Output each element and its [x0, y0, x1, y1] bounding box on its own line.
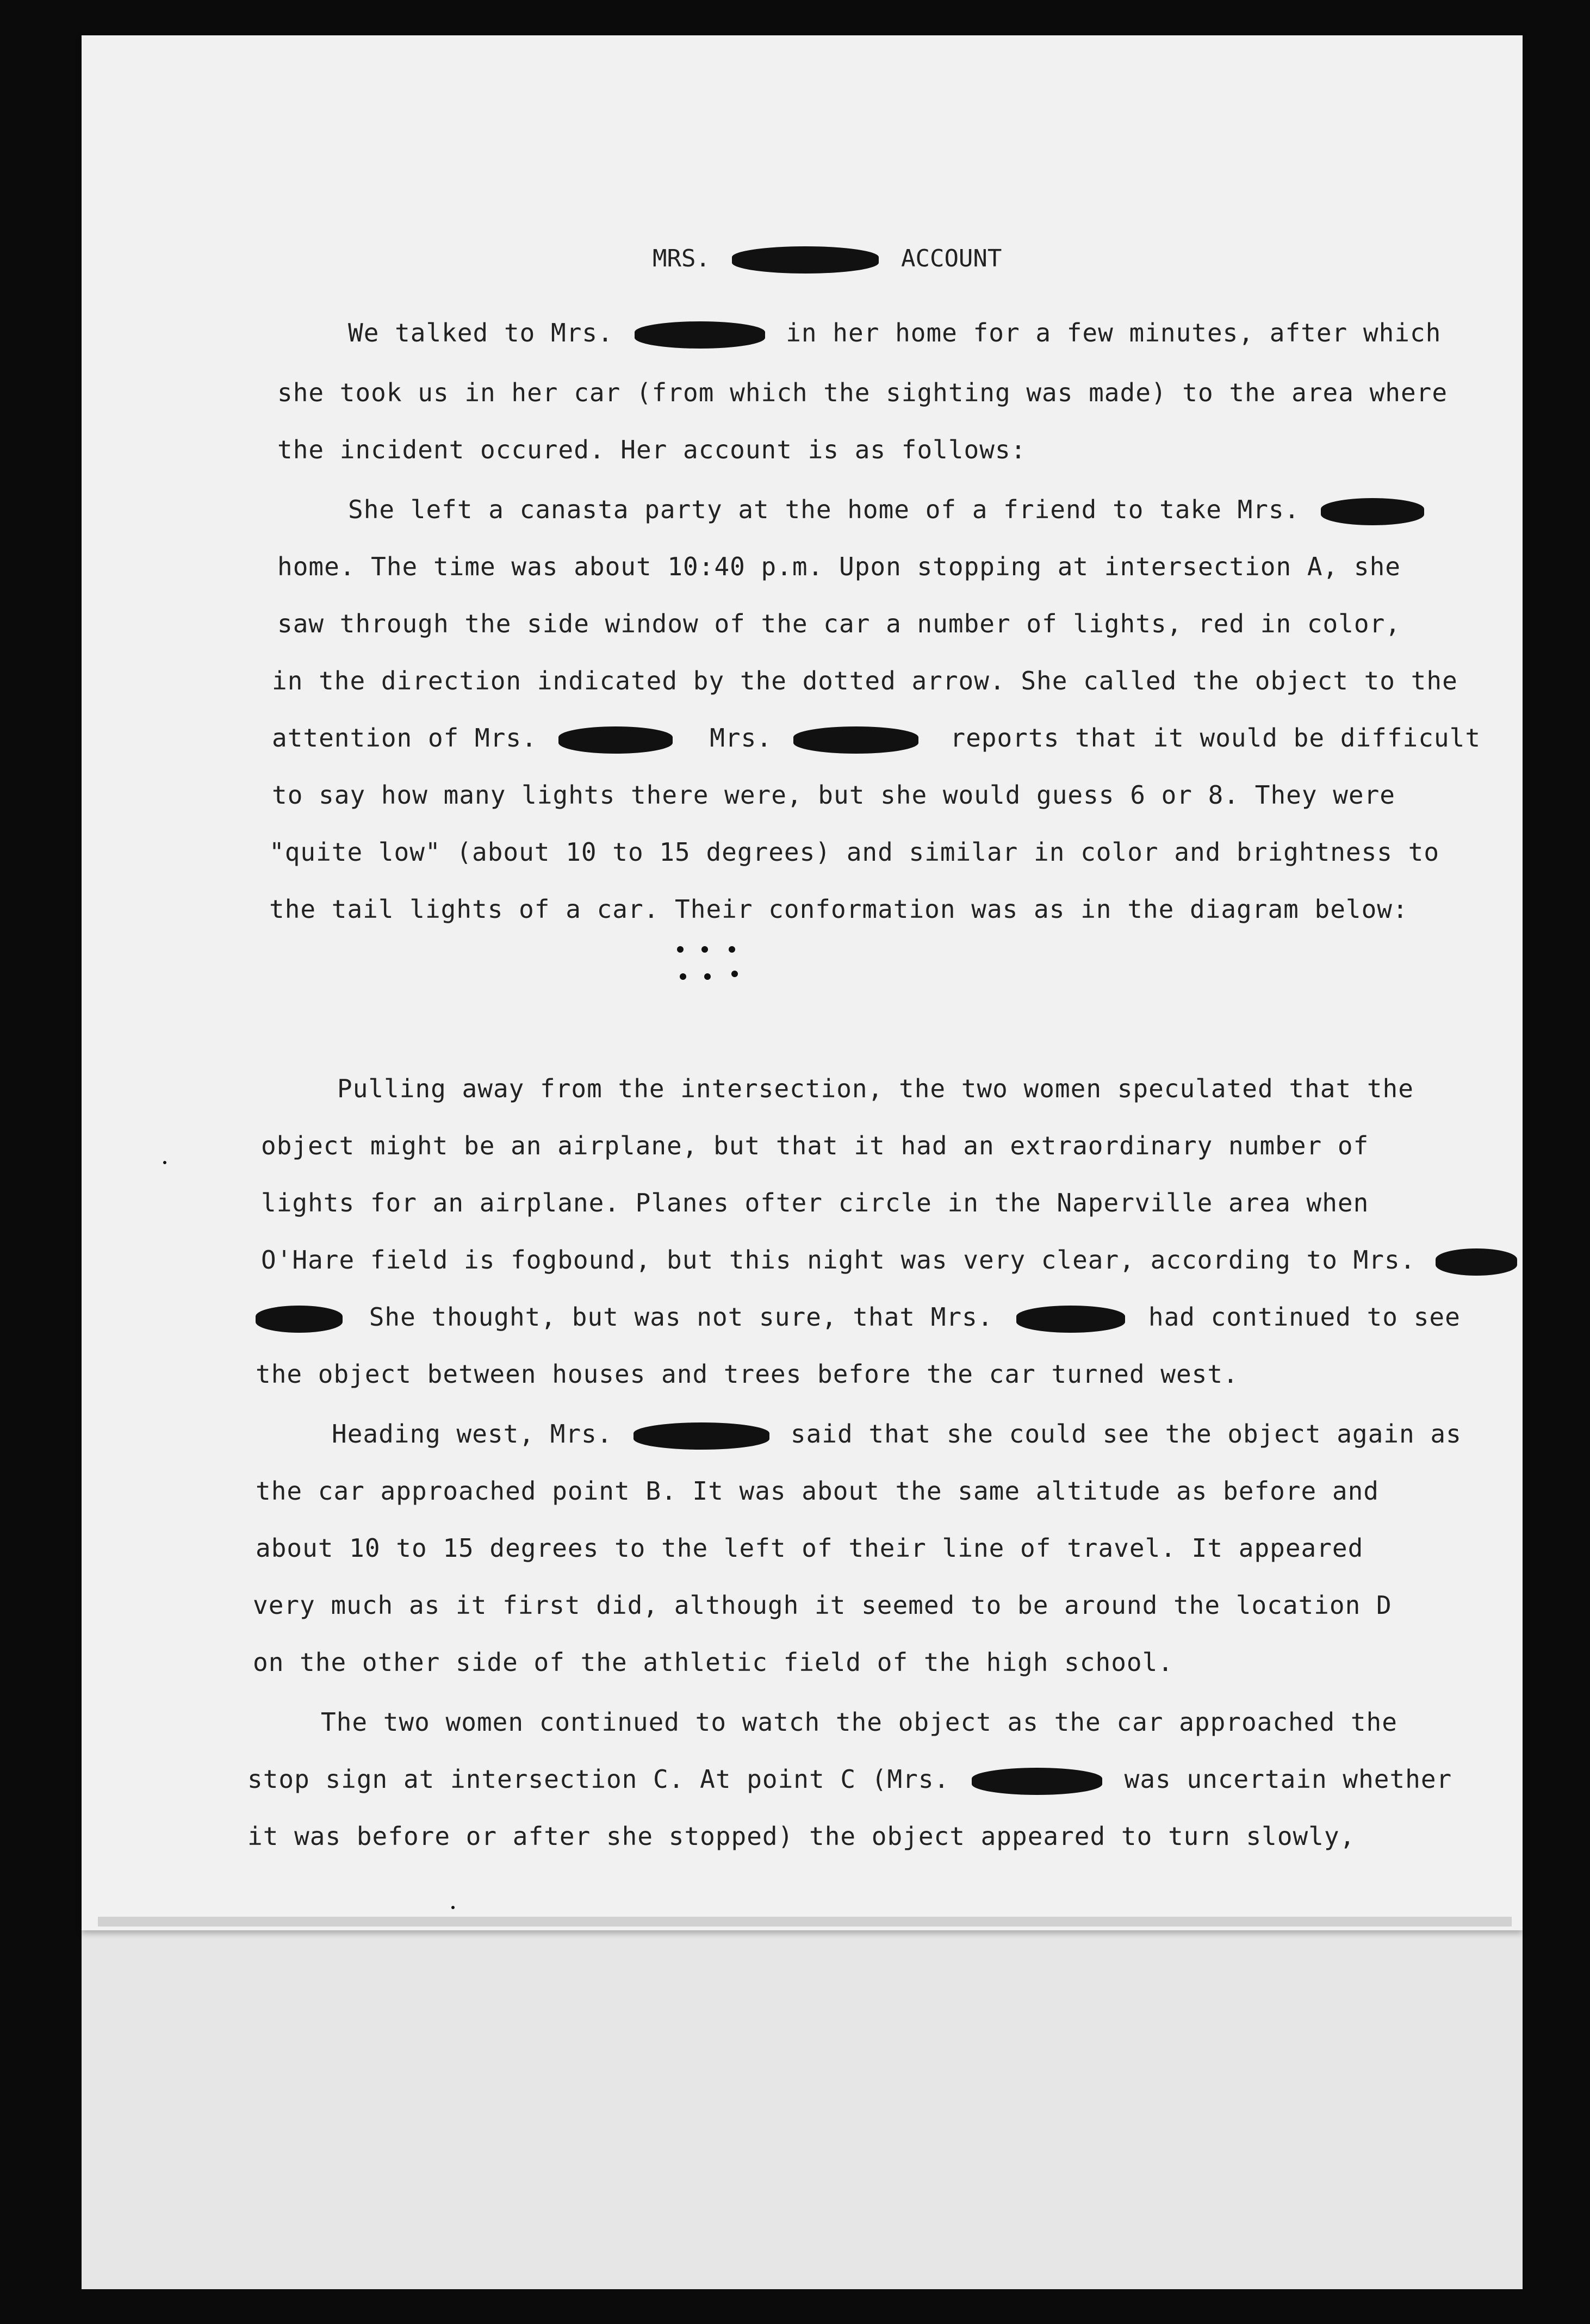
text-segment: home. The time was about 10:40 p.m. Upon stopping at intersection A, she [277, 552, 1401, 581]
redaction-mark [732, 246, 879, 274]
light-dot [729, 946, 735, 953]
stray-mark [451, 1906, 455, 1909]
redaction-mark [1436, 1248, 1517, 1276]
text-segment: Mrs. [710, 723, 772, 753]
text-segment: She thought, but was not sure, that Mrs. [369, 1302, 993, 1332]
text-segment: saw through the side window of the car a number of lights, red in color, [277, 609, 1401, 638]
redaction-mark [558, 726, 673, 754]
text-segment: to say how many lights there were, but she would guess 6 or 8. They were [272, 780, 1395, 810]
text-segment: stop sign at intersection C. At point C (Mrs. [247, 1764, 950, 1794]
light-dot [677, 946, 684, 953]
text-line [256, 1476, 1379, 1506]
text-segment: Pulling away from the intersection, the two women speculated that the [337, 1074, 1414, 1103]
text-segment: the incident occured. Her account is as follows: [277, 435, 1027, 464]
text-line [256, 1533, 1363, 1563]
text-line [272, 666, 1458, 695]
text-line [261, 1245, 1517, 1276]
text-segment: O'Hare field is fogbound, but this night was very clear, according to Mrs. [261, 1245, 1416, 1275]
text-line [272, 780, 1395, 810]
redaction-mark [1016, 1306, 1125, 1333]
text-line [277, 609, 1401, 638]
text-segment: reports that it would be difficult [950, 723, 1481, 753]
text-line [272, 723, 1481, 754]
text-segment: We talked to Mrs. [348, 318, 613, 347]
text-segment: she took us in her car (from which the sighting was made) to the area where [277, 378, 1448, 407]
text-line [348, 495, 1430, 525]
text-line [247, 1822, 1355, 1851]
text-line [261, 1188, 1369, 1217]
text-segment: in the direction indicated by the dotted arrow. She called the object to the [272, 666, 1458, 695]
title-suffix: ACCOUNT [900, 245, 1002, 272]
backing-sheet [82, 1919, 1523, 2289]
text-segment: very much as it first did, although it seemed to be around the location D [253, 1590, 1392, 1620]
redaction-mark [1321, 498, 1424, 525]
text-segment: the car approached point B. It was about the same altitude as before and [256, 1476, 1379, 1506]
redaction-mark [793, 726, 918, 754]
text-segment: it was before or after she stopped) the object appeared to turn slowly, [247, 1822, 1356, 1851]
text-line [269, 894, 1408, 924]
text-line [348, 318, 1441, 349]
redaction-mark [256, 1306, 343, 1333]
text-segment: The two women continued to watch the object as the car approached the [321, 1707, 1398, 1737]
text-line [321, 1707, 1398, 1737]
text-segment: the tail lights of a car. Their conformation was as in the diagram below: [269, 894, 1408, 924]
text-segment: attention of Mrs. [272, 723, 537, 753]
text-segment: had continued to see [1148, 1302, 1461, 1332]
text-segment: said that she could see the object again as [790, 1419, 1462, 1449]
text-segment: object might be an airplane, but that it had an extraordinary number of [261, 1131, 1369, 1160]
text-line [253, 1648, 1173, 1677]
text-segment: She left a canasta party at the home of a friend to take Mrs. [348, 495, 1300, 524]
document-title [653, 245, 1002, 274]
page-edge-shadow [98, 1917, 1512, 1927]
text-segment: Heading west, Mrs. [332, 1419, 613, 1449]
text-line [337, 1074, 1414, 1103]
text-line [269, 837, 1439, 867]
light-dot [680, 973, 686, 980]
text-segment: the object between houses and trees before the car turned west. [256, 1359, 1239, 1389]
title-prefix: MRS. [653, 245, 710, 272]
text-segment: about 10 to 15 degrees to the left of their line of travel. It appeared [256, 1533, 1364, 1563]
text-line [277, 378, 1448, 407]
text-line [253, 1590, 1392, 1620]
redaction-mark [972, 1768, 1102, 1795]
text-line [256, 1359, 1239, 1389]
redaction-mark [633, 1422, 769, 1450]
text-line [277, 435, 1026, 464]
light-dot [701, 946, 708, 953]
text-line [261, 1131, 1369, 1160]
text-line [247, 1764, 1452, 1795]
light-dot [704, 973, 711, 980]
stray-mark [163, 1161, 166, 1164]
text-segment: on the other side of the athletic field of the high school. [253, 1648, 1173, 1677]
text-segment: lights for an airplane. Planes ofter circle in the Naperville area when [261, 1188, 1369, 1217]
text-line [332, 1419, 1462, 1450]
redaction-mark [635, 321, 765, 349]
light-dot [731, 971, 738, 977]
document-page [82, 35, 1523, 1930]
text-line [277, 552, 1401, 581]
text-segment: "quite low" (about 10 to 15 degrees) and similar in color and brightness to [269, 837, 1440, 867]
text-segment: in her home for a few minutes, after which [786, 318, 1442, 347]
text-line [256, 1302, 1461, 1333]
text-segment: was uncertain whether [1124, 1764, 1452, 1794]
